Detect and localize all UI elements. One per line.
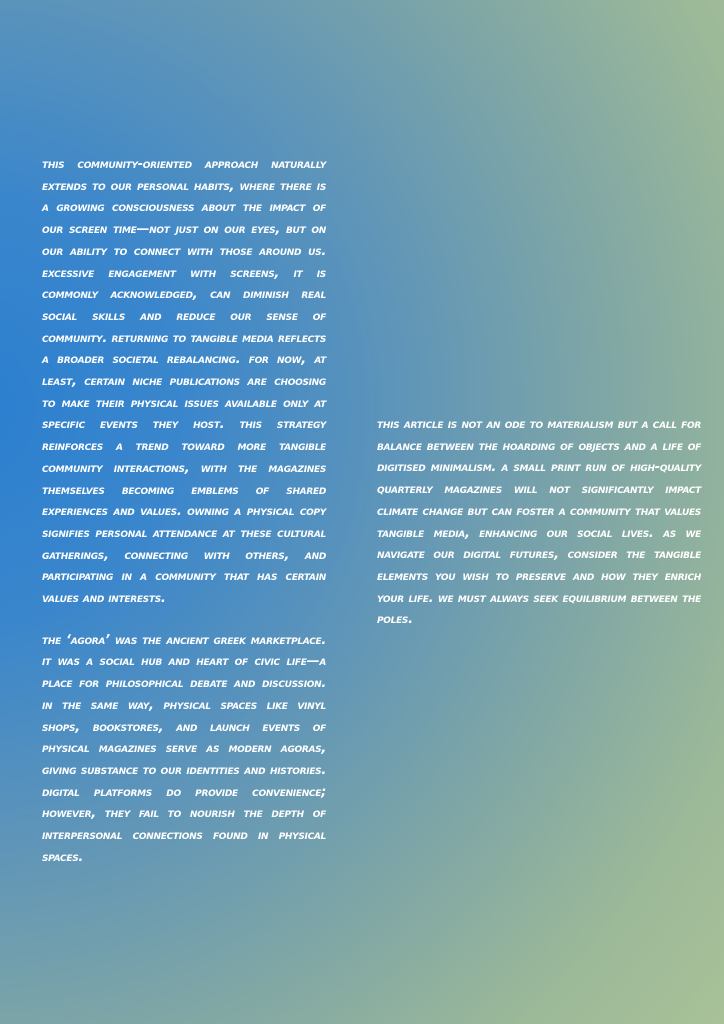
- right-text-column: [377, 414, 701, 631]
- left-paragraph-community: this community-oriented approach naturally extends to our personal habits, where there is a growing consciousness about the impact of our screen time—not just on our eyes, but on our ability to connect with those around us. excessive engagement with screens, it is commonly acknowledged, can diminish real social skills and reduce our sense of community. returning to tangible media reflects a broader societal rebalancing. for now, at least, certain niche publications are choosing to make their physical issues available only at specific events they host. this strategy reinforces a trend toward more tangible community interactions, with the magazines themselves becoming emblems of shared experiences and values. owning a physical copy signifies personal attendance at these cultural gatherings, connecting with others, and participating in a community that has certain values and interests.: [42, 157, 326, 607]
- left-paragraph-agora: the ‘agora’ was the ancient greek marketplace. it was a social hub and heart of civic life—a place for philosophical debate and discussion. in the same way, physical spaces like vinyl shops, bookstores, and launch events of physical magazines serve as modern agoras, giving substance to our identities and histories. digital platforms do provide convenience; however, they fail to nourish the depth of interpersonal connections found in physical spaces.: [42, 632, 326, 865]
- left-text-column: [42, 154, 326, 869]
- right-paragraph-balance: this article is not an ode to materialism but a call for balance between the hoarding of objects and a life of digitised minimalism. a small print run of high-quality quarterly magazines will not significantly impact climate change but can foster a community that values tangible media, enhancing our social lives. as we navigate our digital futures, consider the tangible elements you wish to preserve and how they enrich your life. we must always seek equilibrium between the poles.: [377, 417, 701, 628]
